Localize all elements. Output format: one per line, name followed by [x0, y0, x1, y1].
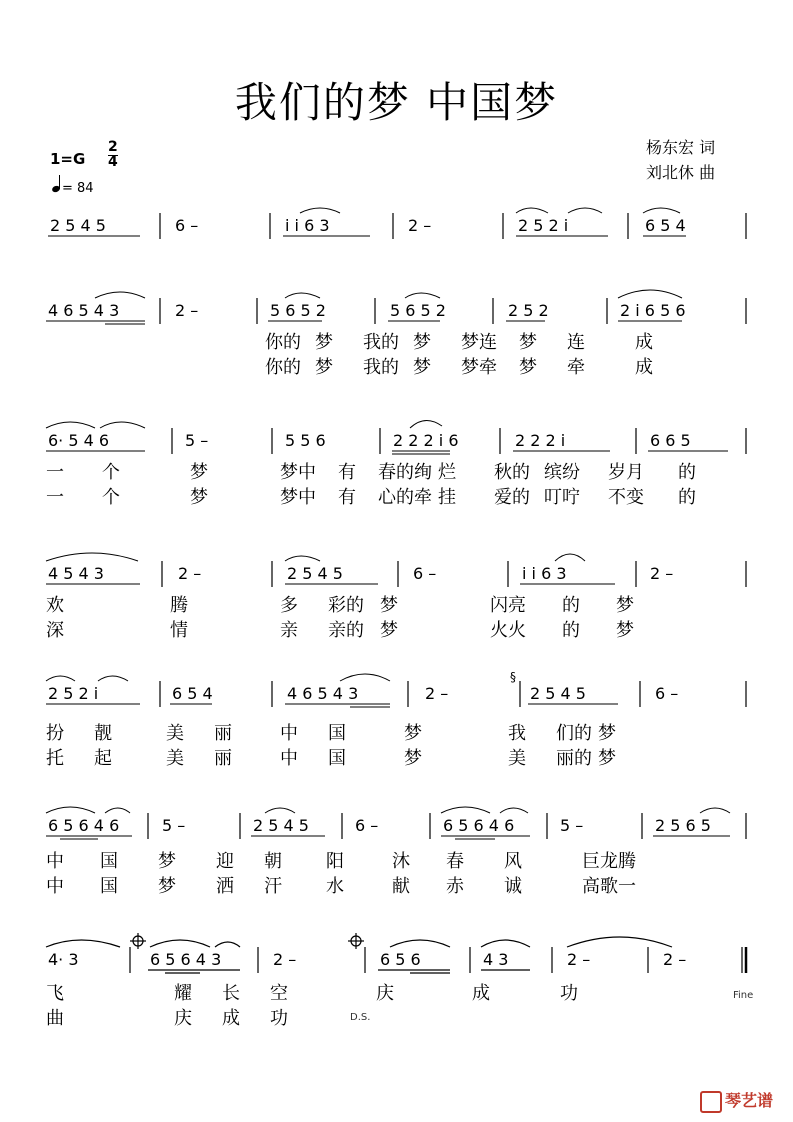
measure-1: 6· 5 4 6: [48, 431, 110, 450]
lyric: 美: [508, 748, 526, 769]
lyric: 的: [562, 620, 580, 641]
measure-1: 4 5 4 3: [48, 564, 104, 583]
lyric: 献: [392, 876, 410, 897]
lyric: 一: [46, 462, 64, 483]
measure-5: 2 5 4 5: [530, 684, 586, 703]
measure-4: 6 –: [413, 564, 437, 583]
measure-6: 2 –: [567, 950, 591, 969]
lyric: 丽: [214, 723, 232, 744]
lyric: 你的: [265, 332, 301, 353]
lyric: 中: [280, 723, 298, 744]
measure-2: 6 5 6 4 3: [150, 950, 222, 969]
lyric: 丽: [214, 748, 232, 769]
lyric: 中: [46, 876, 64, 897]
lyric: 梦: [598, 723, 616, 744]
measure-6: 5 –: [560, 816, 584, 835]
lyric: 梦连: [461, 332, 497, 353]
measure-2: 6 5 4: [172, 684, 213, 703]
ds-mark: D.S.: [350, 1012, 371, 1023]
measure-5: 2 2 2 i: [515, 431, 566, 450]
lyric: 梦中: [280, 462, 316, 483]
lyric: 梦: [519, 332, 537, 353]
lyric: 不变: [608, 487, 644, 508]
lyrics-verse-1: [46, 719, 616, 745]
lyric: 扮: [46, 723, 64, 744]
lyric: 的: [678, 487, 696, 508]
lyrics-verse-2: [265, 353, 653, 379]
measure-2: 6 –: [175, 216, 199, 235]
lyric: 欢: [46, 595, 64, 616]
underlines-and-slurs: [48, 208, 686, 236]
lyric: 沐: [392, 851, 410, 872]
lyric: 空: [270, 983, 288, 1004]
measure-1: 2 5 4 5: [50, 216, 106, 235]
lyric: 飞: [46, 983, 64, 1004]
lyric: 梦: [616, 595, 634, 616]
lyric: 成: [635, 332, 653, 353]
lyric: 靓: [94, 723, 112, 744]
measure-1: 4 6 5 4 3: [48, 301, 120, 320]
lyric: 赤: [446, 876, 464, 897]
lyric: 梦中: [280, 487, 316, 508]
lyric: 梦: [158, 876, 176, 897]
lyric: 水: [326, 876, 344, 897]
measure-6: 2 –: [650, 564, 674, 583]
tempo-value: = 84: [62, 181, 94, 196]
lyric: 成: [472, 983, 490, 1004]
composer-credit: 刘北休 曲: [646, 163, 716, 182]
measure-5: 2 5 2 i: [518, 216, 569, 235]
lyric: 梦: [380, 595, 398, 616]
lyric: 有: [338, 462, 356, 483]
lyric: 的: [678, 462, 696, 483]
lyric: 汗: [264, 876, 282, 897]
notation-line: [0, 205, 793, 275]
lyric: 朝: [264, 851, 282, 872]
lyric: 个: [102, 462, 120, 483]
lyric: 国: [328, 748, 346, 769]
lyric: 梦: [598, 748, 616, 769]
time-signature-bottom: 4: [108, 154, 118, 170]
lyric: 有: [338, 487, 356, 508]
lyric: 梦: [380, 620, 398, 641]
measure-4: 6 –: [355, 816, 379, 835]
measure-5: 4 3: [483, 950, 509, 969]
measure-3: 5 6 5 2: [270, 301, 326, 320]
fine-mark: Fine: [733, 990, 754, 1001]
lyric: 高歌一: [582, 876, 636, 897]
lyrics-verse-1: [265, 328, 653, 354]
lyric: 亲: [280, 620, 298, 641]
lyrics-verse-2: [46, 483, 696, 509]
music-system-7: [0, 935, 793, 1029]
lyric: 梦: [315, 357, 333, 378]
lyric: 耀: [174, 983, 192, 1004]
lyric: 梦: [616, 620, 634, 641]
measure-group: [50, 216, 686, 235]
lyric: 情: [170, 620, 188, 641]
lyrics-verse-2: [46, 1004, 288, 1030]
lyrics-verse-2: [46, 872, 636, 898]
lyric: 缤纷: [544, 462, 580, 483]
lyric: 成: [635, 357, 653, 378]
tempo-marking: [52, 178, 94, 196]
site-logo: [700, 1088, 773, 1113]
lyric: 迎: [216, 851, 234, 872]
measure-2: 2 –: [178, 564, 202, 583]
measure-6: 6 6 5: [650, 431, 691, 450]
lyric: 曲: [46, 1008, 64, 1029]
lyric: 叮咛: [544, 487, 580, 508]
measure-3: 2 5 4 5: [287, 564, 343, 583]
lyrics-verse-1: [46, 458, 696, 484]
measure-7: 2 5 6 5: [655, 816, 711, 835]
measure-2: 5 –: [185, 431, 209, 450]
lyric: 岁月: [608, 462, 644, 483]
lyric: 多: [280, 595, 298, 616]
lyric: 爱的: [494, 487, 530, 508]
lyric: 梦牵: [461, 357, 497, 378]
lyric: 烂: [438, 462, 456, 483]
lyric: 巨龙腾: [582, 851, 636, 872]
lyric: 丽的: [556, 748, 592, 769]
lyric: 牵: [567, 357, 585, 378]
lyric: 闪亮: [490, 595, 526, 616]
lyric: 我的: [363, 332, 399, 353]
lyric: 火火: [490, 620, 526, 641]
measure-7: 2 –: [663, 950, 687, 969]
measure-4: 6 5 6: [380, 950, 421, 969]
measure-2: 5 –: [162, 816, 186, 835]
lyric: 你的: [265, 357, 301, 378]
lyric: 春的绚: [378, 462, 432, 483]
measure-4: 2 –: [425, 684, 449, 703]
lyric: 成: [222, 1008, 240, 1029]
lyric: 梦: [404, 723, 422, 744]
lyric: 们的: [556, 723, 592, 744]
lyric: 梦: [519, 357, 537, 378]
measure-6: 6 –: [655, 684, 679, 703]
lyrics-verse-1: [46, 847, 636, 873]
lyric: 托: [46, 748, 64, 769]
measure-2: 2 –: [175, 301, 199, 320]
lyric: 我的: [363, 357, 399, 378]
lyrics-verse-1: [46, 591, 634, 617]
time-signature: [108, 141, 118, 169]
key-signature: 1=G: [50, 150, 86, 168]
lyric: 梦: [190, 487, 208, 508]
lyric: 亲的: [328, 620, 364, 641]
lyric: 中: [46, 851, 64, 872]
lyric: 梦: [315, 332, 333, 353]
lyric: 庆: [376, 983, 394, 1004]
measure-1: 6 5 6 4 6: [48, 816, 120, 835]
lyricist-credit: 杨东宏 词: [646, 138, 716, 157]
lyric: 个: [102, 487, 120, 508]
measure-6: 6 5 4: [645, 216, 686, 235]
lyric: 美: [166, 748, 184, 769]
lyric: 阳: [326, 851, 344, 872]
lyric: 彩的: [328, 595, 364, 616]
lyric: 一: [46, 487, 64, 508]
lyric: 梦: [413, 357, 431, 378]
lyric: 梦: [158, 851, 176, 872]
lyric: 深: [46, 620, 64, 641]
lyric: 国: [100, 876, 118, 897]
measure-3: 4 6 5 4 3: [287, 684, 359, 703]
lyric: 起: [94, 748, 112, 769]
lyric: 风: [504, 851, 522, 872]
measure-3: i i 6 3: [285, 216, 330, 235]
lyric: 中: [280, 748, 298, 769]
music-system-6: [0, 805, 793, 897]
lyric: 连: [567, 332, 585, 353]
measure-3: 2 5 4 5: [253, 816, 309, 835]
music-system-5: [0, 670, 793, 769]
lyric: 腾: [170, 595, 188, 616]
music-system-2: [0, 292, 793, 378]
measure-5: 2 5 2: [508, 301, 549, 320]
lyric: 梦: [190, 462, 208, 483]
lyric: 我: [508, 723, 526, 744]
lyric: 长: [222, 983, 240, 1004]
lyric: 美: [166, 723, 184, 744]
measure-1: 4· 3: [48, 950, 79, 969]
logo-text: 琴艺谱: [725, 1091, 774, 1110]
lyric: 国: [328, 723, 346, 744]
lyric: 秋的: [494, 462, 530, 483]
lyrics-verse-2: [46, 744, 616, 770]
lyrics-verse-2: [46, 616, 634, 642]
lyric: 春: [446, 851, 464, 872]
lyric: 功: [270, 1008, 288, 1029]
time-signature-top: 2: [108, 139, 118, 155]
measure-4: 2 –: [408, 216, 432, 235]
lyric: 国: [100, 851, 118, 872]
lyrics-verse-1: [46, 979, 578, 1005]
music-system-1: [0, 205, 793, 285]
measure-4: 2 2 2 i 6: [393, 431, 459, 450]
music-system-3: [0, 422, 793, 508]
lyric: 心的牵: [378, 487, 432, 508]
measure-6: 2 i 6 5 6: [620, 301, 686, 320]
quarter-note-icon: [52, 178, 62, 192]
lyric: 梦: [413, 332, 431, 353]
song-title: 我们的梦 中国梦: [234, 78, 559, 127]
measure-3: 2 –: [273, 950, 297, 969]
lyric: 洒: [216, 876, 234, 897]
music-system-4: [0, 555, 793, 641]
lyric: 功: [560, 983, 578, 1004]
measure-5: 6 5 6 4 6: [443, 816, 515, 835]
measure-1: 2 5 2 i: [48, 684, 99, 703]
logo-icon: [700, 1091, 722, 1113]
measure-4: 5 6 5 2: [390, 301, 446, 320]
lyric: 挂: [438, 487, 456, 508]
segno-icon: §: [510, 670, 516, 684]
lyric: 诚: [504, 876, 522, 897]
lyric: 的: [562, 595, 580, 616]
measure-3: 5 5 6: [285, 431, 326, 450]
measure-5: i i 6 3: [522, 564, 567, 583]
lyric: 梦: [404, 748, 422, 769]
lyric: 庆: [174, 1008, 192, 1029]
